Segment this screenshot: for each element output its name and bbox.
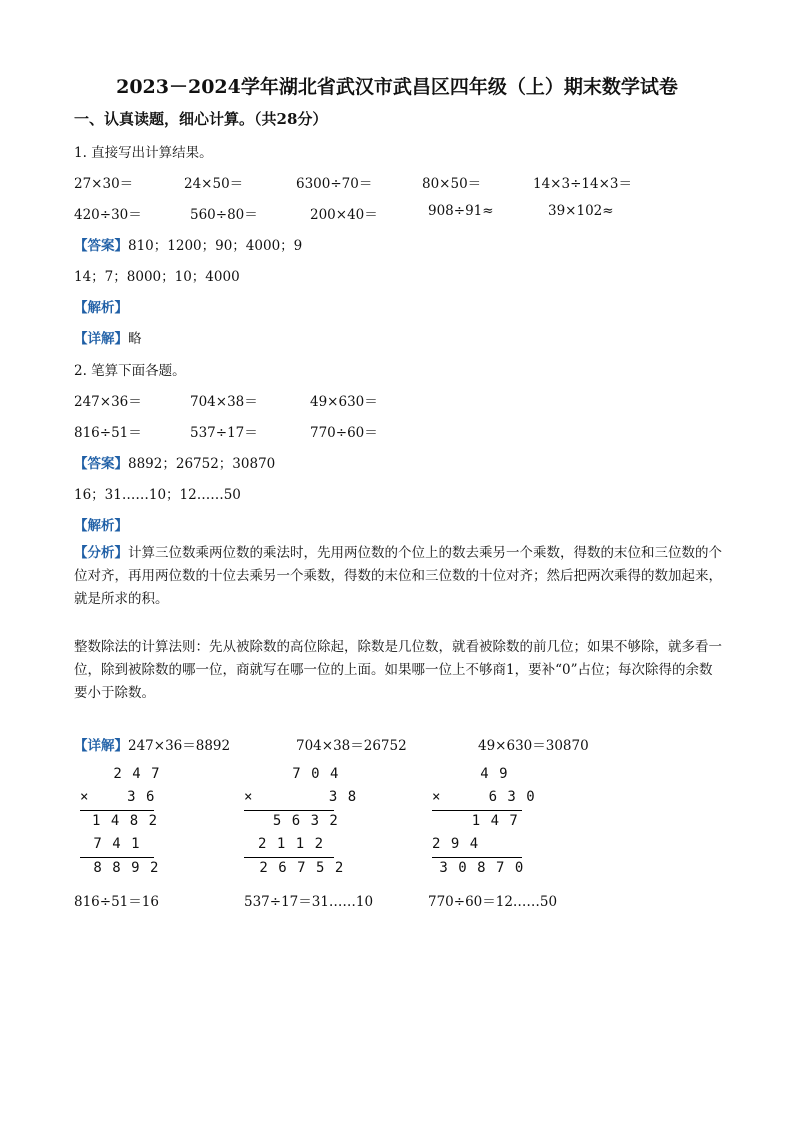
q1-item: 27×30＝ <box>74 176 134 192</box>
analysis-tag: 【解析】 <box>74 300 128 316</box>
division-result-1: 816÷51＝16 <box>74 894 159 910</box>
fenxi-text: 计算三位数乘两位数的乘法时，先用两位数的个位上的数去乘另一个乘数，得数的末位和三位数的个位对齐，再用两位数的十位去乘另一个乘数，得数的末位和三位数的十位对齐；然后把两次乘得的数加起来，就是所求的积。 <box>74 545 722 607</box>
detail-eq-3: 49×630＝30870 <box>478 738 589 754</box>
vc-row: 1 4 7 <box>434 813 519 829</box>
vc-line <box>80 810 154 811</box>
q1-detail: 略 <box>128 331 142 347</box>
vc-row: × 3 8 <box>244 789 358 805</box>
vc-line <box>244 810 334 811</box>
vc-line <box>80 857 154 858</box>
q1-item: 24×50＝ <box>184 176 244 192</box>
vc-row: 2 1 1 2 <box>258 836 325 852</box>
vc-row: 4 9 <box>452 766 509 782</box>
q2-item: 704×38＝ <box>190 394 258 410</box>
vc-line <box>432 857 522 858</box>
vc-row: 2 4 7 <box>104 766 161 782</box>
q2-answer: 8892；26752；30870 <box>128 456 276 472</box>
vc-row: 2 9 4 <box>432 836 480 852</box>
q1-prompt: 1. 直接写出计算结果。 <box>74 145 213 161</box>
q1-item: 80×50＝ <box>422 176 482 192</box>
vc-row: 7 0 4 <box>264 766 340 782</box>
q1-answer: 810；1200；90；4000；9 <box>128 238 303 254</box>
q1-item: 6300÷70＝ <box>296 176 373 192</box>
detail-tag: 【详解】 <box>74 331 128 347</box>
q2-prompt: 2. 笔算下面各题。 <box>74 363 186 379</box>
q2-item: 49×630＝ <box>310 394 378 410</box>
q2-answer-line2: 16；31……10；12……50 <box>74 487 241 503</box>
vc-row: 2 6 7 5 2 <box>250 860 345 876</box>
vc-row: 8 8 9 2 <box>84 860 160 876</box>
q1-answer-line2: 14；7；8000；10；4000 <box>74 269 240 285</box>
q1-item: 39×102≈ <box>548 203 614 219</box>
vc-row: × 3 6 <box>80 789 156 805</box>
answer-tag: 【答案】 <box>74 238 128 254</box>
detail-tag: 【详解】 <box>74 738 128 754</box>
division-result-3: 770÷60＝12……50 <box>428 894 558 910</box>
detail-eq-2: 704×38＝26752 <box>296 738 407 754</box>
division-rule-paragraph: 整数除法的计算法则：先从被除数的高位除起，除数是几位数，就看被除数的前几位；如果不够除，就多看一位，除到被除数的哪一位，商就写在哪一位的上面。如果哪一位上不够商1，要补“0”占位；每次除得的余数要小于除数。 <box>74 639 722 701</box>
q2-item: 816÷51＝ <box>74 425 142 441</box>
q1-item: 200×40＝ <box>310 207 378 223</box>
vc-row: 1 4 8 2 <box>92 813 159 829</box>
q2-item: 537÷17＝ <box>190 425 258 441</box>
q1-item: 420÷30＝ <box>74 207 142 223</box>
page-title: 2023－2024学年湖北省武汉市武昌区四年级（上）期末数学试卷 <box>116 76 678 98</box>
fenxi-tag: 【分析】 <box>74 545 128 561</box>
q1-item: 560÷80＝ <box>190 207 258 223</box>
answer-tag: 【答案】 <box>74 456 128 472</box>
vc-line <box>432 810 522 811</box>
q2-item: 247×36＝ <box>74 394 142 410</box>
analysis-paragraph <box>74 542 724 611</box>
vc-line <box>244 857 334 858</box>
q1-item: 908÷91≈ <box>428 203 494 219</box>
vc-row: 3 0 8 7 0 <box>430 860 525 876</box>
vc-row: 7 4 1 <box>84 836 141 852</box>
vc-row: 5 6 3 2 <box>254 813 339 829</box>
analysis-tag: 【解析】 <box>74 518 128 534</box>
section-heading: 一、认真读题，细心计算。（共28分） <box>74 110 328 128</box>
vc-row: × 6 3 0 <box>432 789 536 805</box>
division-result-2: 537÷17＝31……10 <box>244 894 374 910</box>
q2-item: 770÷60＝ <box>310 425 378 441</box>
detail-eq-1: 247×36＝8892 <box>128 738 231 754</box>
q1-item: 14×3÷14×3＝ <box>533 176 632 192</box>
